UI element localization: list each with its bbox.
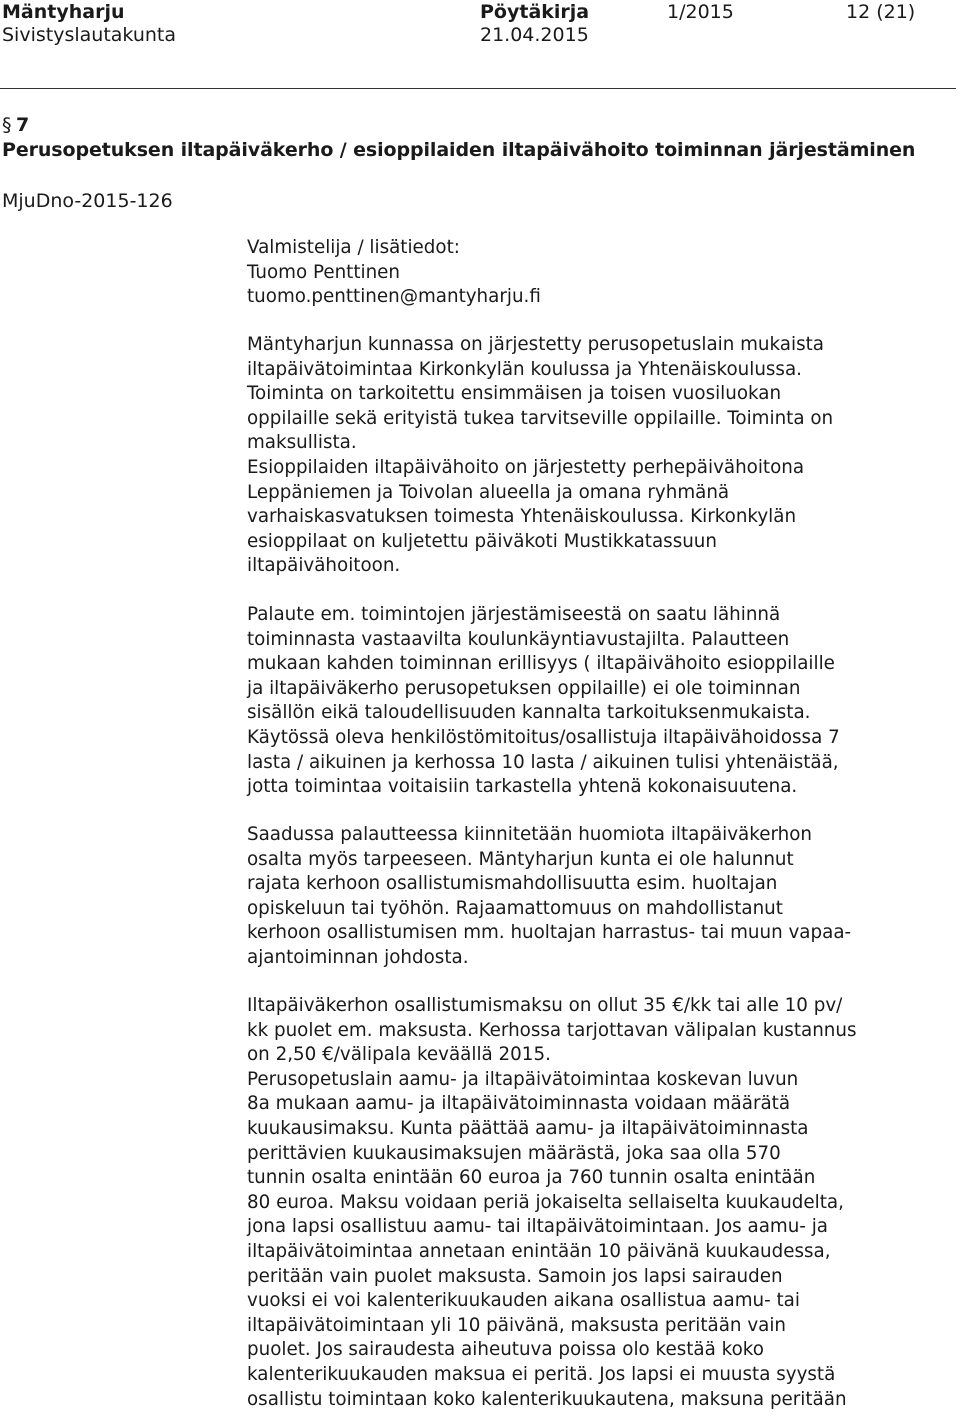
document-number: MjuDno-2015-126 (2, 190, 173, 212)
paragraph-text: Palaute em. toimintojen järjestämiseestä on saatu lähinnä toiminnasta vastaavilta koulunkäyntiavustajilta. Palautteen mukaan kahden toiminnan erillisyys ( iltapäivähoito esioppilaille ja iltapäiväkerho perusopetuksen oppilaille) ei ole toiminnan sisällön eikä taloudellisuuden kannalta tarkoituksenmukaista. Käytössä oleva henkilöstömitoitus/osallistuja iltapäivähoidossa 7 lasta / aikuinen ja kerhossa 10 lasta / aikuinen tulisi yhtenäistää, jotta toimintaa voitaisiin tarkastella yhtenä kokonaisuutena. (247, 604, 840, 798)
municipality-name: Mäntyharju (2, 1, 125, 23)
paragraph-text: Saadussa palautteessa kiinnitetään huomiota iltapäiväkerhon osalta myös tarpeeseen. Mäntyharjun kunta ei ole halunnut rajata kerhoon osallistumismahdollisuutta esim. huoltajan opiskeluun tai työhön. Rajaamattomuus on mahdollistanut kerhoon osallistumisen mm. huoltajan harrastus- tai muun vapaa- ajantoiminnan johdosta. (247, 824, 852, 968)
preparer-email: tuomo.penttinen@mantyharju.fi (247, 286, 541, 308)
section-title: Perusopetuksen iltapäiväkerho / esioppilaiden iltapäivähoito toiminnan järjestäminen (2, 139, 916, 161)
preparer-block (247, 236, 947, 310)
meeting-date: 21.04.2015 (480, 24, 589, 46)
paragraph-background (247, 333, 947, 579)
document-type: Pöytäkirja (480, 1, 590, 23)
paragraph-feedback (247, 603, 947, 800)
paragraph-fees (247, 994, 947, 1412)
section-sign: § (2, 114, 12, 136)
preparer-name: Tuomo Penttinen (247, 261, 401, 283)
preparer-label: Valmistelija / lisätiedot: (247, 237, 460, 258)
paragraph-text: Iltapäiväkerhon osallistumismaksu on ollut 35 €/kk tai alle 10 pv/ kk puolet em. maksusta. Kerhossa tarjottavan välipalan kustannus on 2,50 €/välipala keväällä 2015. Perusopetuslain aamu- ja iltapäivätoimintaa koskevan luvun 8a mukaan aamu- ja iltapäivätoiminnasta voidaan määrätä kuukausimaksu. Kunta päättää aamu- ja iltapäivätoiminnasta perittävien kuukausimaksujen määrästä, joka saa olla 570 tunnin osalta enintään 60 euroa ja 760 tunnin osalta enintään 80 euroa. Maksu voidaan periä jokaiselta sellaiselta kuukaudelta, jona lapsi osallistuu aamu- tai iltapäivätoimintaan. Jos aamu- ja iltapäivätoimintaa annetaan enintään 10 päivänä kuukaudessa, peritään vain puolet maksusta. Samoin jos lapsi sairauden vuoksi ei voi kalenterikuukauden aikana osallistua aamu- tai iltapäivätoimintaan yli 10 päivänä, maksusta peritään vain puolet. Jos sairaudesta aiheutuva poissa olo kestää koko kalenterikuukauden maksua ei peritä. Jos lapsi ei muusta syystä osallistu toimintaan koko kalenterikuukautena, maksuna peritään (247, 995, 857, 1410)
board-name: Sivistyslautakunta (2, 24, 177, 46)
page-number: 12 (21) (846, 1, 916, 23)
header-divider (0, 88, 956, 89)
paragraph-text: Mäntyharjun kunnassa on järjestetty perusopetuslain mukaista iltapäivätoimintaa Kirkonkylän koulussa ja Yhtenäiskoulussa. Toiminta on tarkoitettu ensimmäisen ja toisen vuosiluokan oppilaille sekä erityistä tukea tarvitseville oppilaille. Toiminta on maksullista. Esioppilaiden iltapäivähoito on järjestetty perhepäivähoitona Leppäniemen ja Toivolan alueella ja omana ryhmänä varhaiskasvatuksen toimesta Yhtenäiskoulussa. Kirkonkylän esioppilaat on kuljetettu päiväkoti Mustikkatassuun iltapäivähoitoon. (247, 334, 834, 577)
section-number: 7 (16, 114, 30, 136)
paragraph-need (247, 823, 947, 971)
meeting-number: 1/2015 (667, 1, 734, 23)
